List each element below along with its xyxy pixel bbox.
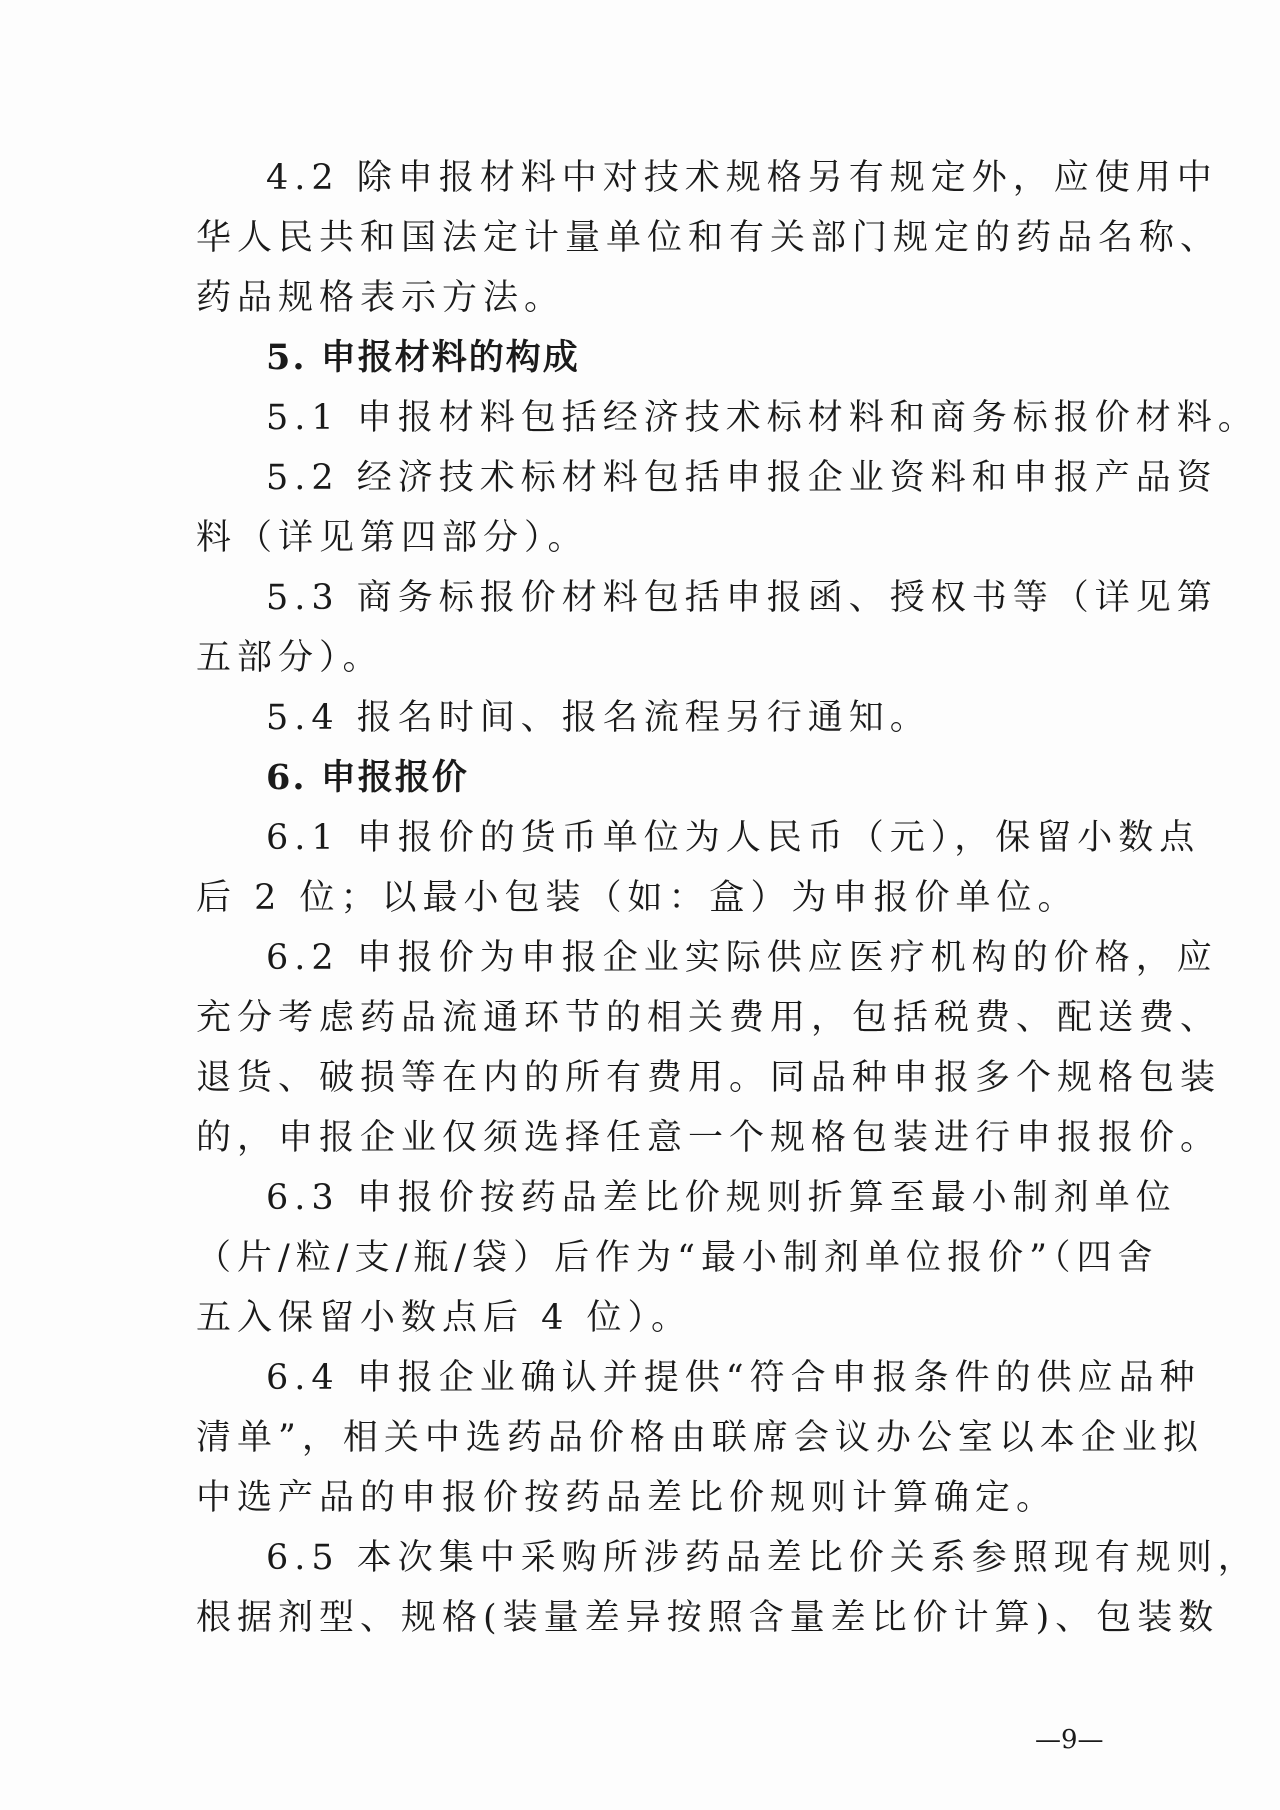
text-line: 中选产品的申报价按药品差比价规则计算确定。: [196, 1478, 1058, 1518]
section-heading: 6. 申报报价: [266, 757, 469, 798]
text-line: 6.4 申报企业确认并提供“符合申报条件的供应品种: [266, 1358, 1201, 1398]
text-line: 药品规格表示方法。: [196, 278, 566, 318]
document-body: [196, 148, 1259, 1648]
text-line: 根据剂型、规格(装量差异按照含量差比价计算)、包装数: [196, 1598, 1220, 1638]
text-line: 5.2 经济技术标材料包括申报企业资料和申报产品资: [266, 458, 1218, 498]
text-line: 五入保留小数点后 4 位）。: [196, 1298, 693, 1338]
text-line: 退货、破损等在内的所有费用。同品种申报多个规格包装: [196, 1058, 1222, 1098]
text-line: 清单”，相关中选药品价格由联席会议办公室以本企业拟: [196, 1418, 1204, 1458]
text-line: 5.1 申报材料包括经济技术标材料和商务标报价材料。: [266, 398, 1259, 438]
section-heading: 5. 申报材料的构成: [266, 337, 580, 378]
text-line: 五部分）。: [196, 638, 384, 678]
text-line: （片/粒/支/瓶/袋）后作为“最小制剂单位报价”（四舍: [196, 1238, 1159, 1278]
text-line: 华人民共和国法定计量单位和有关部门规定的药品名称、: [196, 218, 1222, 258]
text-line: 6.2 申报价为申报企业实际供应医疗机构的价格，应: [266, 938, 1218, 978]
text-line: 6.3 申报价按药品差比价规则折算至最小制剂单位: [266, 1178, 1177, 1218]
text-line: 6.5 本次集中采购所涉药品差比价关系参照现有规则，: [266, 1538, 1259, 1578]
text-line: 6.1 申报价的货币单位为人民币（元），保留小数点: [266, 818, 1201, 858]
text-line: 的，申报企业仅须选择任意一个规格包装进行申报报价。: [196, 1118, 1222, 1158]
text-line: 后 2 位；以最小包装（如：盒）为申报价单位。: [196, 878, 1079, 918]
text-line: 充分考虑药品流通环节的相关费用，包括税费、配送费、: [196, 998, 1222, 1038]
text-line: 料（详见第四部分）。: [196, 518, 589, 558]
text-line: 5.4 报名时间、报名流程另行通知。: [266, 698, 931, 738]
page-number: —9—: [1035, 1725, 1104, 1755]
text-line: 5.3 商务标报价材料包括申报函、授权书等（详见第: [266, 578, 1218, 618]
text-line: 4.2 除申报材料中对技术规格另有规定外，应使用中: [266, 158, 1218, 198]
